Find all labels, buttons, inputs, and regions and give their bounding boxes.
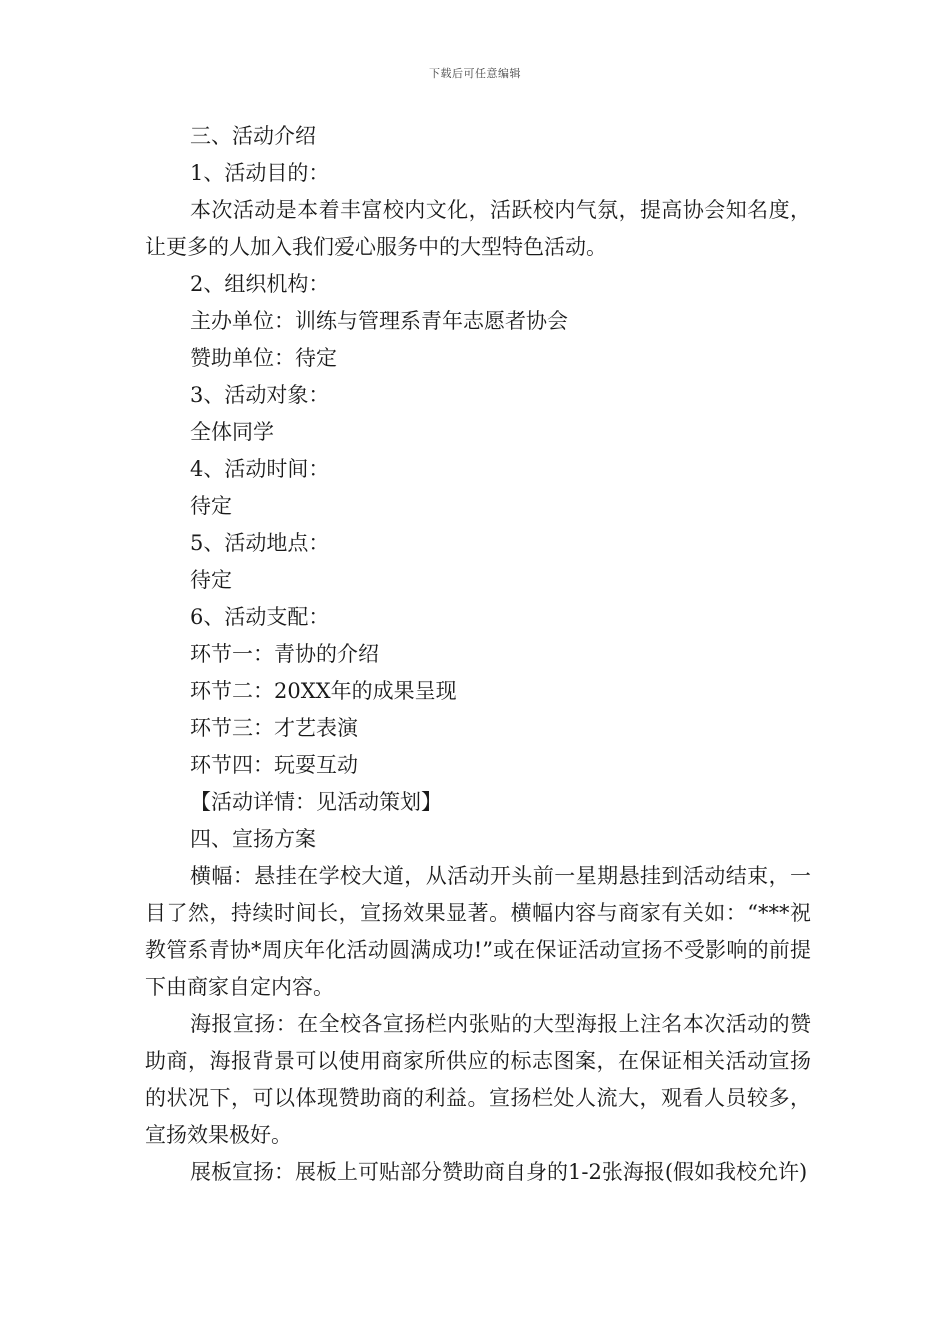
subheading: 1、活动目的：: [190, 161, 330, 185]
text-line: 环节三：才艺表演: [190, 716, 358, 740]
document-body: [145, 118, 811, 1191]
text-line: 环节二：20XX年的成果呈现: [190, 679, 457, 703]
paragraph: 展板宣扬：展板上可贴部分赞助商自身的1-2张海报(假如我校允许): [190, 1160, 808, 1184]
text-line: 环节一：青协的介绍: [190, 642, 379, 666]
text-line: 环节四：玩耍互动: [190, 753, 358, 777]
text-line: 主办单位：训练与管理系青年志愿者协会: [190, 309, 568, 333]
text-line: 全体同学: [190, 420, 274, 444]
subheading: 4、活动时间：: [190, 457, 330, 481]
section-heading: 四、宣扬方案: [190, 827, 316, 851]
text-line: 赞助单位：待定: [190, 346, 337, 370]
text-line: 【活动详情：见活动策划】: [190, 790, 442, 814]
subheading: 5、活动地点：: [190, 531, 330, 555]
paragraph: 横幅：悬挂在学校大道，从活动开头前一星期悬挂到活动结束，一目了然，持续时间长，宣扬效果显著。横幅内容与商家有关如：“***祝教管系青协*周庆年化活动圆满成功!”或在保证活动宣扬不受影响的前提下由商家自定内容。: [145, 864, 811, 999]
paragraph: 本次活动是本着丰富校内文化，活跃校内气氛，提高协会知名度，让更多的人加入我们爱心服务中的大型特色活动。: [145, 198, 811, 259]
subheading: 6、活动支配：: [190, 605, 330, 629]
section-heading: 三、活动介绍: [190, 124, 316, 148]
subheading: 2、组织机构：: [190, 272, 330, 296]
text-line: 待定: [190, 494, 232, 518]
page-header-note: 下载后可任意编辑: [429, 67, 521, 80]
text-line: 待定: [190, 568, 232, 592]
paragraph: 海报宣扬：在全校各宣扬栏内张贴的大型海报上注名本次活动的赞助商，海报背景可以使用商家所供应的标志图案，在保证相关活动宣扬的状况下，可以体现赞助商的利益。宣扬栏处人流大，观看人员较多，宣扬效果极好。: [145, 1012, 811, 1147]
subheading: 3、活动对象：: [190, 383, 330, 407]
